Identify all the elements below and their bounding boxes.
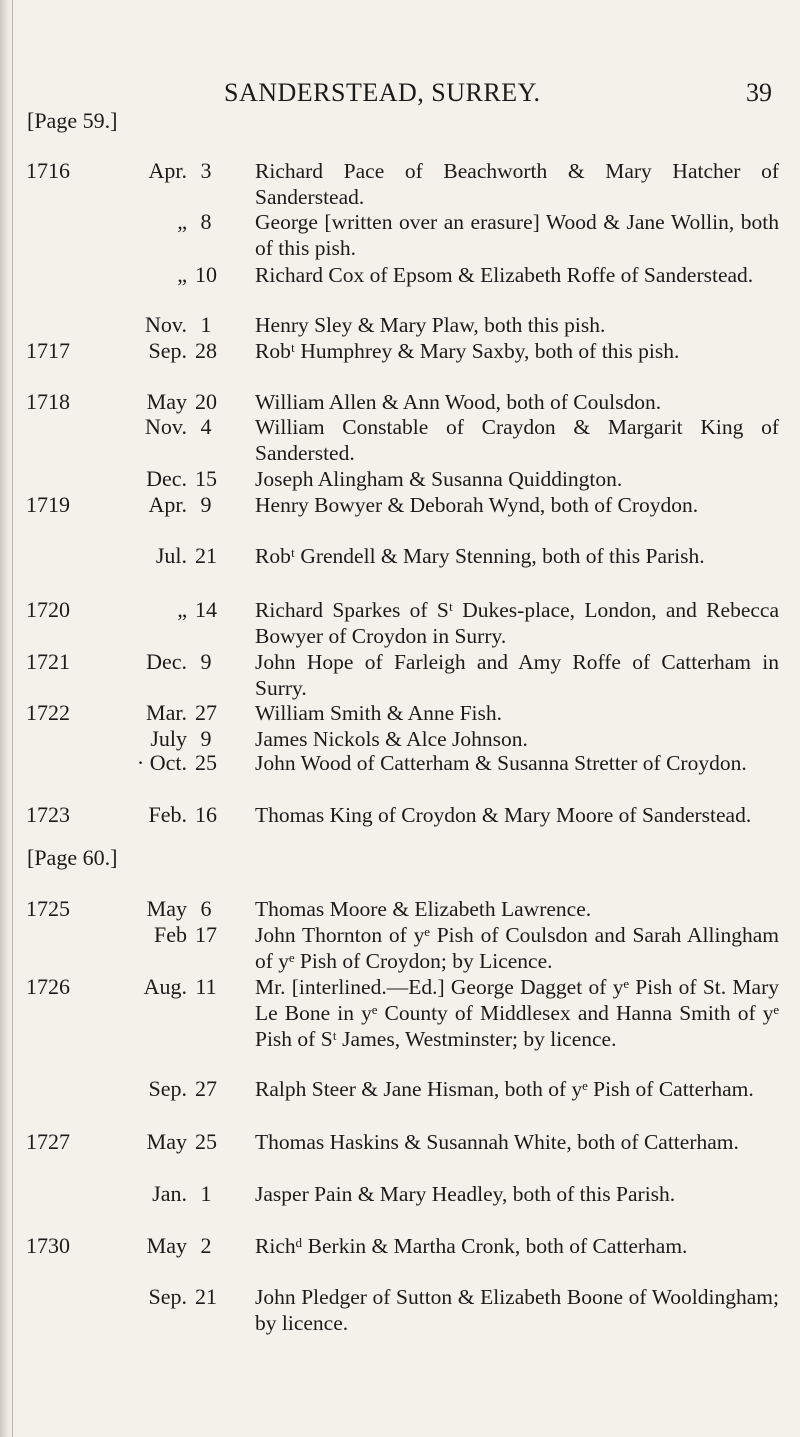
entry-text: Thomas Haskins & Susannah White, both of Catterham. <box>255 1130 739 1154</box>
entry-text: John Wood of Catterham & Susanna Stretter of Croydon. <box>255 751 747 775</box>
entry-text: James Nickols & Alce Johnson. <box>255 727 528 751</box>
entry-year: 1721 <box>26 649 70 674</box>
entry-month: Aug. <box>143 974 187 999</box>
entry-year: 1725 <box>26 896 70 921</box>
entry-text: Joseph Alingham & Susanna Quiddington. <box>255 467 623 491</box>
entry-text: William Allen & Ann Wood, both of Coulsdon. <box>255 390 662 414</box>
entry-year: 1727 <box>26 1129 70 1154</box>
entry-day: 21 <box>195 1284 217 1309</box>
running-title: SANDERSTEAD, SURREY. <box>224 78 541 107</box>
entry-day: 25 <box>195 750 217 775</box>
entry-month: Mar. <box>146 700 187 725</box>
entry-year: 1719 <box>26 492 70 517</box>
entry-month: May <box>146 389 187 414</box>
entry-month: May <box>146 1129 187 1154</box>
entry-day: 28 <box>195 338 217 363</box>
entry-day: 10 <box>195 262 217 287</box>
entry-day: 1 <box>200 1181 212 1206</box>
running-head <box>0 78 800 118</box>
page-edge <box>0 0 13 1437</box>
entry-month: Sep. <box>148 1284 187 1309</box>
entry-text: Jasper Pain & Mary Headley, both of this Parish. <box>255 1182 676 1206</box>
page-reference: [Page 59.] <box>27 108 118 133</box>
entry-text: Thomas King of Croydon & Mary Moore of Sanderstead. <box>255 803 752 827</box>
entry-day: 14 <box>195 597 217 622</box>
entry-year: 1726 <box>26 974 70 999</box>
entry-day: 6 <box>200 896 212 921</box>
entry-day: 21 <box>195 543 217 568</box>
entry-text: Henry Bowyer & Deborah Wynd, both of Croydon. <box>255 493 699 517</box>
entry-month: Apr. <box>148 492 187 517</box>
entry-month: May <box>146 1233 187 1258</box>
entry-text: William Smith & Anne Fish. <box>255 701 502 725</box>
entry-text: Richard Pace of Beachworth & Mary Hatcher of Sanderstead. <box>255 159 779 209</box>
entry-month: „ <box>177 209 187 234</box>
entry-day: 27 <box>195 700 217 725</box>
entry-month: Feb. <box>148 802 187 827</box>
entry-month: · Oct. <box>136 750 187 775</box>
entry-text: Thomas Moore & Elizabeth Lawrence. <box>255 897 592 921</box>
entry-month: Dec. <box>146 466 187 491</box>
entry-text: Richard Sparkes of Sᵗ Dukes-place, London, and Rebecca Bowyer of Croydon in Surry. <box>255 598 779 648</box>
entry-day: 8 <box>200 209 212 234</box>
entry-text: William Constable of Craydon & Margarit King of Sandersted. <box>255 415 779 465</box>
entry-day: 15 <box>195 466 217 491</box>
entry-month: Sep. <box>148 338 187 363</box>
entry-day: 16 <box>195 802 217 827</box>
entry-month: „ <box>177 597 187 622</box>
entry-month: „ <box>177 262 187 287</box>
entry-day: 3 <box>200 158 212 183</box>
entry-day: 27 <box>195 1076 217 1101</box>
page-reference: [Page 60.] <box>27 845 118 870</box>
entry-text: Robᵗ Grendell & Mary Stenning, both of this Parish. <box>255 544 705 568</box>
entry-year: 1717 <box>26 338 70 363</box>
entry-year: 1720 <box>26 597 70 622</box>
entry-text: Ralph Steer & Jane Hisman, both of yᵉ Pish of Catterham. <box>255 1077 754 1101</box>
entry-day: 20 <box>195 389 217 414</box>
entry-month: May <box>146 896 187 921</box>
entry-day: 4 <box>200 414 212 439</box>
entry-day: 2 <box>200 1233 212 1258</box>
entry-day: 11 <box>195 974 217 999</box>
entry-month: Jul. <box>155 543 187 568</box>
entry-text: Mr. [interlined.—Ed.] George Dagget of yᵉ Pish of St. Mary Le Bone in yᵉ County of Middlesex and Hanna Smith of yᵉ Pish of Sᵗ James, Westminster; by licence. <box>255 975 779 1051</box>
entry-month: Dec. <box>146 649 187 674</box>
entry-text: Richard Cox of Epsom & Elizabeth Roffe of Sanderstead. <box>255 263 754 287</box>
entry-month: Nov. <box>145 312 187 337</box>
entry-day: 9 <box>200 649 212 674</box>
entry-day: 1 <box>200 312 212 337</box>
entry-text: Robᵗ Humphrey & Mary Saxby, both of this pish. <box>255 339 680 363</box>
entry-month: Nov. <box>145 414 187 439</box>
entry-text: Henry Sley & Mary Plaw, both this pish. <box>255 313 606 337</box>
entry-day: 9 <box>200 492 212 517</box>
entry-year: 1718 <box>26 389 70 414</box>
entry-year: 1716 <box>26 158 70 183</box>
page-number: 39 <box>746 78 772 107</box>
entry-year: 1722 <box>26 700 70 725</box>
entry-month: Jan. <box>152 1181 187 1206</box>
entry-text: John Thornton of yᵉ Pish of Coulsdon and Sarah Allingham of yᵉ Pish of Croydon; by Licence. <box>255 923 779 973</box>
entry-text: George [written over an erasure] Wood & Jane Wollin, both of this pish. <box>255 210 779 260</box>
entry-text: Richᵈ Berkin & Martha Cronk, both of Catterham. <box>255 1234 688 1258</box>
entry-day: 17 <box>195 922 217 947</box>
entry-day: 9 <box>200 726 212 751</box>
entry-text: John Pledger of Sutton & Elizabeth Boone of Wooldingham; by licence. <box>255 1285 779 1335</box>
entry-month: Apr. <box>148 158 187 183</box>
entry-month: Sep. <box>148 1076 187 1101</box>
entry-year: 1730 <box>26 1233 70 1258</box>
entry-year: 1723 <box>26 802 70 827</box>
entry-day: 25 <box>195 1129 217 1154</box>
entry-month: Feb <box>154 922 187 947</box>
entry-month: July <box>150 726 187 751</box>
entry-text: John Hope of Farleigh and Amy Roffe of Catterham in Surry. <box>255 650 779 700</box>
